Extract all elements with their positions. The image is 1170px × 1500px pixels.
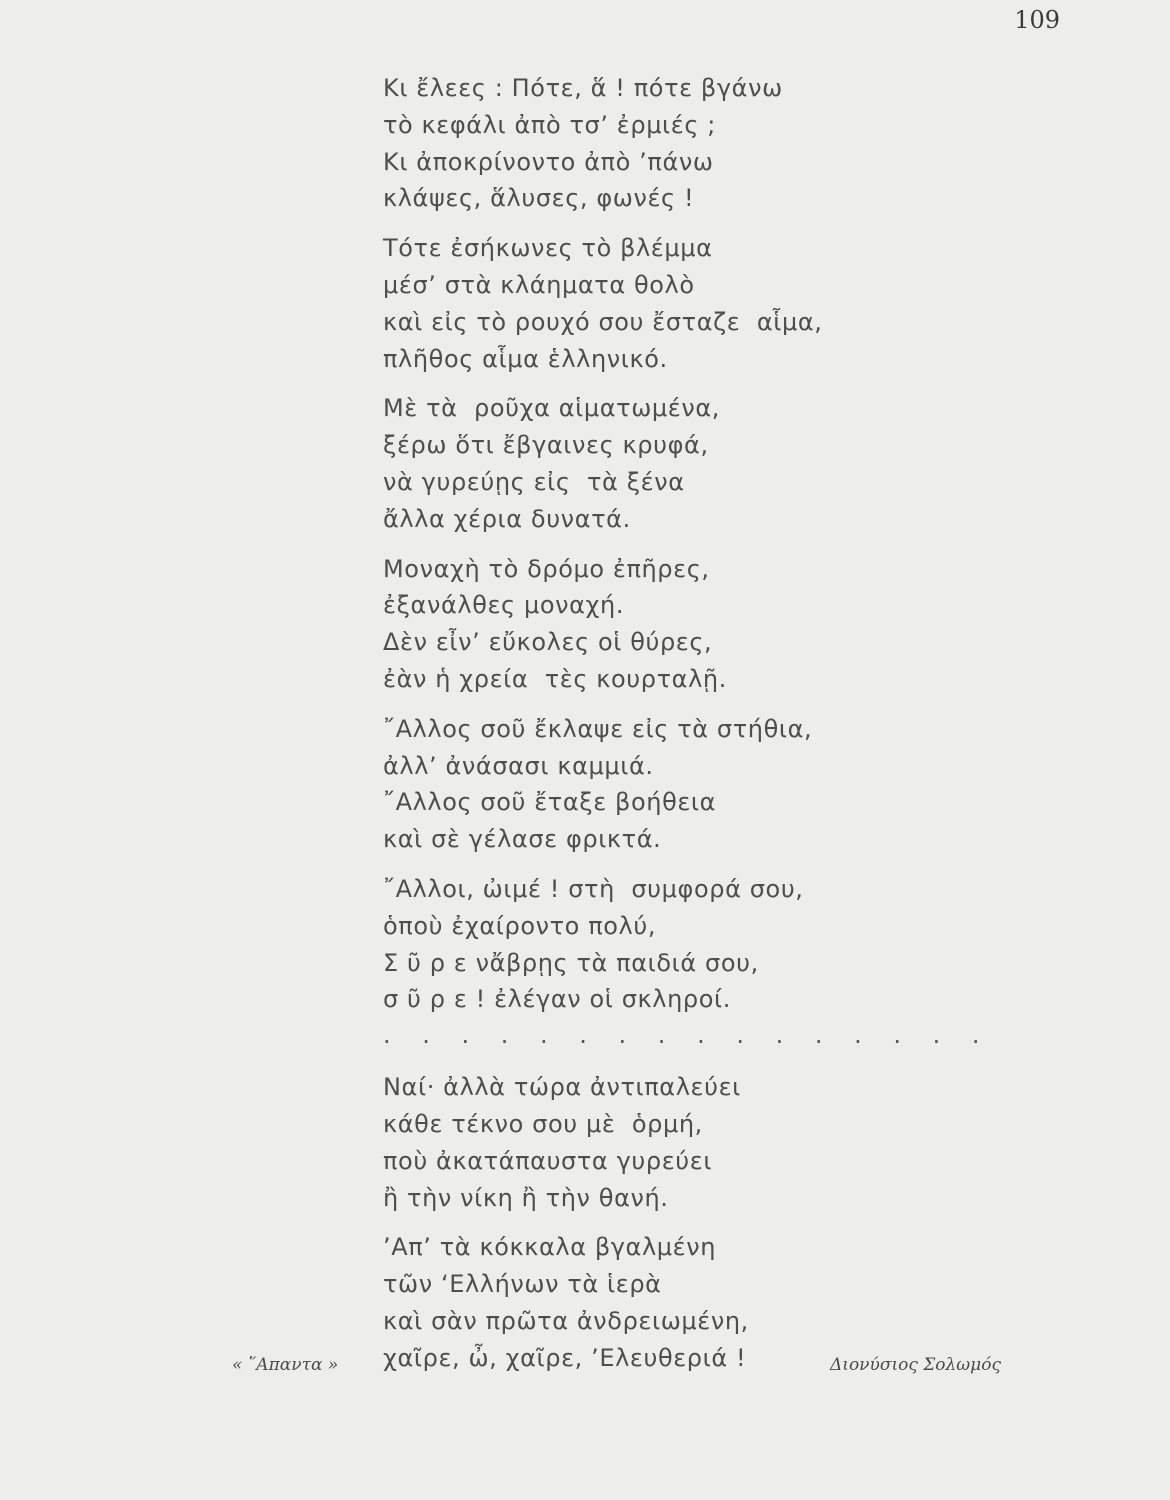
poem-line: ὁποὺ ἐχαίροντο πολύ, xyxy=(383,911,657,940)
page-number: 109 xyxy=(1014,6,1060,34)
poem-line: Μοναχὴ τὸ δρόμο ἐπῆρες, xyxy=(383,554,710,583)
poem-line: Σ ῦ ρ ε νἄβρῃς τὰ παιδιά σου, xyxy=(383,948,759,977)
poem-line: ξέρω ὅτι ἔβγαινες κρυφά, xyxy=(383,431,709,460)
stanza-3 xyxy=(383,390,943,537)
stanza-5 xyxy=(383,711,943,858)
poem-line: ἢ τὴν νίκη ἢ τὴν θανή. xyxy=(383,1183,669,1212)
poem-line: Κι ἔλεες : Πότε, ἅ ! πότε βγάνω xyxy=(383,74,783,102)
poem-line: ἀλλ’ ἀνάσασι καμμιά. xyxy=(383,751,654,780)
poem-line: καὶ εἰς τὸ ρουχό σου ἔσταζε αἷμα, xyxy=(383,307,823,336)
poem-line: τὸ κεφάλι ἀπὸ τσ’ ἐρμιές ; xyxy=(383,110,716,139)
poem-line: καὶ σὲ γέλασε φρικτά. xyxy=(383,825,662,854)
poem-line: ’Απ’ τὰ κόκκαλα βγαλμένη xyxy=(383,1233,717,1262)
poem-line: Κι ἀποκρίνοντο ἀπὸ ’πάνω xyxy=(383,147,714,176)
stanza-2 xyxy=(383,230,943,377)
poem-line: Ναί· ἀλλὰ τώρα ἀντιπαλεύει xyxy=(383,1073,741,1102)
ellipsis-separator: · · · · · · · · · · · · · · · · xyxy=(383,1028,992,1057)
poem-line: Μὲ τὰ ροῦχα αἱματωμένα, xyxy=(383,394,721,423)
poem xyxy=(383,70,992,1390)
poem-line: σ ῦ ρ ε ! ἐλέγαν οἱ σκληροί. xyxy=(383,985,731,1014)
poem-line: ῎Αλλος σοῦ ἔκλαψε εἰς τὰ στήθια, xyxy=(383,714,813,743)
poem-line: καὶ σὰν πρῶτα ἀνδρειωμένη, xyxy=(383,1306,749,1335)
poem-line: τῶν ‘Ελλήνων τὰ ἱερὰ xyxy=(383,1270,662,1299)
footer-book-title: « ῞Απαντα » xyxy=(232,1355,339,1375)
poem-line: ποὺ ἀκατάπαυστα γυρεύει xyxy=(383,1146,713,1175)
stanza-4 xyxy=(383,551,943,698)
poem-line: ἐὰν ἡ χρεία τὲς κουρταλῇ. xyxy=(383,664,727,693)
poem-line: ἐξανάλθες μοναχή. xyxy=(383,591,625,620)
poem-line: ἄλλα χέρια δυνατά. xyxy=(383,504,631,533)
stanza-1 xyxy=(383,70,943,217)
stanza-6 xyxy=(383,871,943,1018)
poem-line: κάθε τέκνο σου μὲ ὁρμή, xyxy=(383,1109,703,1138)
poem-line: ῎Αλλος σοῦ ἔταξε βοήθεια xyxy=(383,788,717,817)
poem-line: μέσ’ στὰ κλάηματα θολὸ xyxy=(383,270,695,299)
poem-line: νὰ γυρεύῃς εἰς τὰ ξένα xyxy=(383,467,685,496)
stanza-7 xyxy=(383,1069,943,1216)
poem-line: ῎Αλλοι, ὠιμέ ! στὴ συμφορά σου, xyxy=(383,874,804,903)
poem-line: Τότε ἐσήκωνες τὸ βλέμμα xyxy=(383,234,713,263)
poem-line: πλῆθος αἷμα ἑλληνικό. xyxy=(383,344,668,373)
poem-line: χαῖρε, ὦ, χαῖρε, ’Ελευθεριά ! xyxy=(383,1343,747,1372)
footer-author: Διονύσιος Σολωμός xyxy=(830,1355,1001,1375)
poem-line: κλάψες, ἅλυσες, φωνές ! xyxy=(383,184,695,213)
poem-line: Δὲν εἶν’ εὔκολες οἱ θύρες, xyxy=(383,628,713,657)
